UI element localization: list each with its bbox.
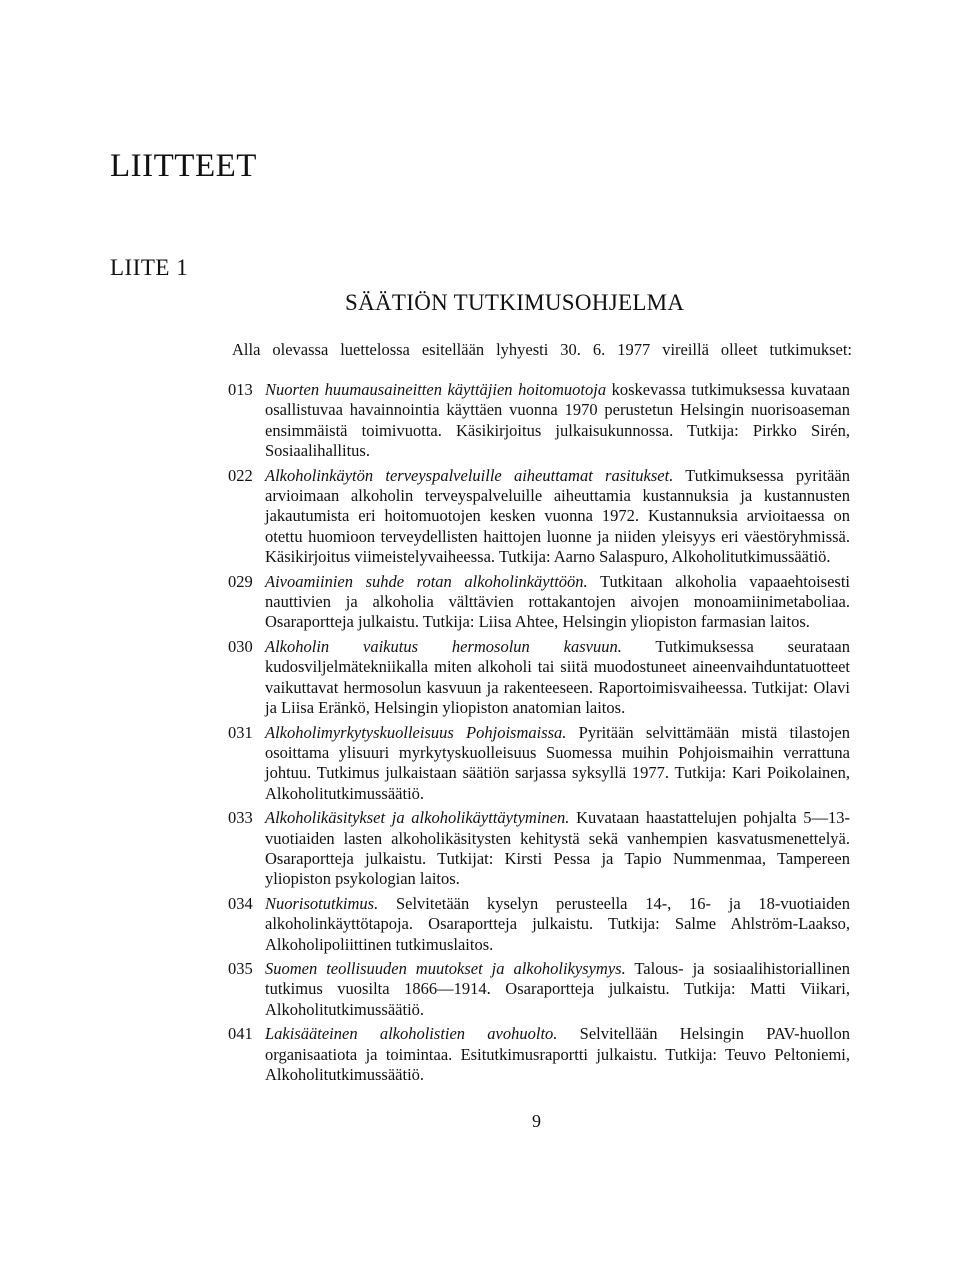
page-heading: LIITTEET	[110, 148, 257, 184]
entry-title: Nuorisotutkimus.	[265, 893, 379, 913]
research-entry	[228, 959, 850, 1020]
program-title: SÄÄTIÖN TUTKIMUSOHJELMA	[345, 290, 685, 315]
entry-text: Selvitetään kyselyn perusteella 14-, 16- ja 18-vuotiaiden alkoholinkäyttötapoja. Osaraportteja julkaistu. Tutkija: Salme Ahlström-Laakso, Alkoholipoliittinen tutkimuslaitos.	[265, 893, 850, 954]
entry-number: 035	[228, 958, 253, 978]
entry-text: Tutkimuksessa pyritään arvioimaan alkoholin terveyspalveluille aiheuttamia kustannuksia ja kustannusten jakautumista eri hoitomuotojen kesken vuonna 1972. Kustannuksia arvioitaessa on otettu huomioon terveydellisten haittojen luonne ja niiden yleisyys eri väestöryhmissä. Käsikirjoitus viimeistelyvaiheessa. Tutkija: Aarno Salaspuro, Alkoholitutkimussäätiö.	[265, 465, 850, 567]
entry-number: 033	[228, 808, 253, 828]
entry-number: 041	[228, 1024, 253, 1044]
entry-number: 034	[228, 893, 253, 913]
page-number: 9	[532, 1111, 541, 1131]
research-entry	[228, 1024, 850, 1085]
entry-title: Alkoholimyrkytyskuolleisuus Pohjoismaissa.	[265, 722, 567, 742]
research-entry	[228, 723, 850, 805]
research-entry	[228, 466, 850, 568]
entry-number: 029	[228, 571, 253, 591]
entry-body	[265, 466, 850, 568]
entry-number: 013	[228, 380, 253, 399]
entry-body	[265, 637, 850, 719]
entry-text: Selvitellään Helsingin PAV-huollon organisaatiota ja toimintaa. Esitutkimusraportti julkaistu. Tutkija: Teuvo Peltoniemi, Alkoholitutkimussäätiö.	[265, 1024, 850, 1084]
entry-body	[265, 959, 850, 1020]
entry-body	[265, 723, 850, 805]
entry-text: Pyritään selvittämään mistä tilastojen osoittama ylisuuri myrkytyskuolleisuus Suomessa muihin Pohjoismaihin verrattuna johtuu. Tutkimus julkaistaan säätiön sarjassa syksyllä 1977. Tutkija: Kari Poikolainen, Alkoholitutkimussäätiö.	[265, 722, 851, 803]
entry-text: koskevassa tutkimuksessa kuvataan osallistuvaa havainnointia käyttäen vuonna 1970 perustetun Helsingin nuorisoaseman ensimmäistä toimivuotta. Käsikirjoitus julkaisukunnossa. Tutkija: Pirkko Sirén, Sosiaalihallitus.	[265, 380, 850, 461]
research-entry	[228, 572, 850, 633]
entry-number: 022	[228, 465, 253, 485]
appendix-heading: LIITE 1	[110, 255, 189, 280]
entry-text: Talous- ja sosiaalihistoriallinen tutkimus vuosilta 1866—1914. Osaraportteja julkaistu. Tutkija: Matti Viikari, Alkoholitutkimussäätiö.	[265, 958, 851, 1019]
entry-title: Alkoholin vaikutus hermosolun kasvuun.	[265, 636, 622, 656]
entry-title: Alkoholinkäytön terveyspalveluille aiheuttamat rasitukset.	[265, 465, 674, 485]
entry-title: Aivoamiinien suhde rotan alkoholinkäyttöön.	[265, 571, 588, 591]
entry-body	[265, 380, 850, 462]
entry-text: Tutkitaan alkoholia vapaaehtoisesti nauttivien ja alkoholia välttävien rottakantojen aivojen monoamiinimetaboliaa. Osaraportteja julkaistu. Tutkija: Liisa Ahtee, Helsingin yliopiston farmasian laitos.	[265, 571, 850, 632]
entry-body	[265, 808, 850, 890]
entry-title: Suomen teollisuuden muutokset ja alkoholikysymys.	[265, 958, 626, 978]
research-entry	[228, 894, 850, 955]
entry-title: Nuorten huumausaineitten käyttäjien hoitomuotoja	[265, 380, 607, 399]
entry-body	[265, 1024, 850, 1085]
entry-body	[265, 572, 850, 633]
entry-text: Kuvataan haastattelujen pohjalta 5—13-vuotiaiden lasten alkoholikäsitysten kehitystä sekä vanhempien kasvatusmenettelyä. Osaraportteja julkaistu. Tutkijat: Kirsti Pessa ja Tapio Nummenmaa, Tampereen yliopiston psykologian laitos.	[265, 808, 850, 889]
entry-title: Lakisääteinen alkoholistien avohuolto.	[265, 1024, 558, 1044]
research-entry	[228, 808, 850, 890]
research-list	[228, 380, 850, 1089]
entry-body	[265, 894, 850, 955]
intro-paragraph: Alla olevassa luettelossa esitellään lyhyesti 30. 6. 1977 vireillä olleet tutkimukset:	[232, 340, 852, 359]
entry-number: 030	[228, 636, 253, 656]
research-entry	[228, 637, 850, 719]
entry-title: Alkoholikäsitykset ja alkoholikäyttäytyminen.	[265, 808, 570, 828]
research-entry	[228, 380, 850, 462]
entry-text: Tutkimuksessa seurataan kudosviljelmätekniikalla miten alkoholi tai siitä muodostuneet aineenvaihduntatuotteet vaikuttavat hermosolun kasvuun ja rakenteeseen. Raportoimisvaiheessa. Tutkijat: Olavi ja Liisa Eränkö, Helsingin yliopiston anatomian laitos.	[265, 636, 850, 718]
entry-number: 031	[228, 722, 253, 742]
